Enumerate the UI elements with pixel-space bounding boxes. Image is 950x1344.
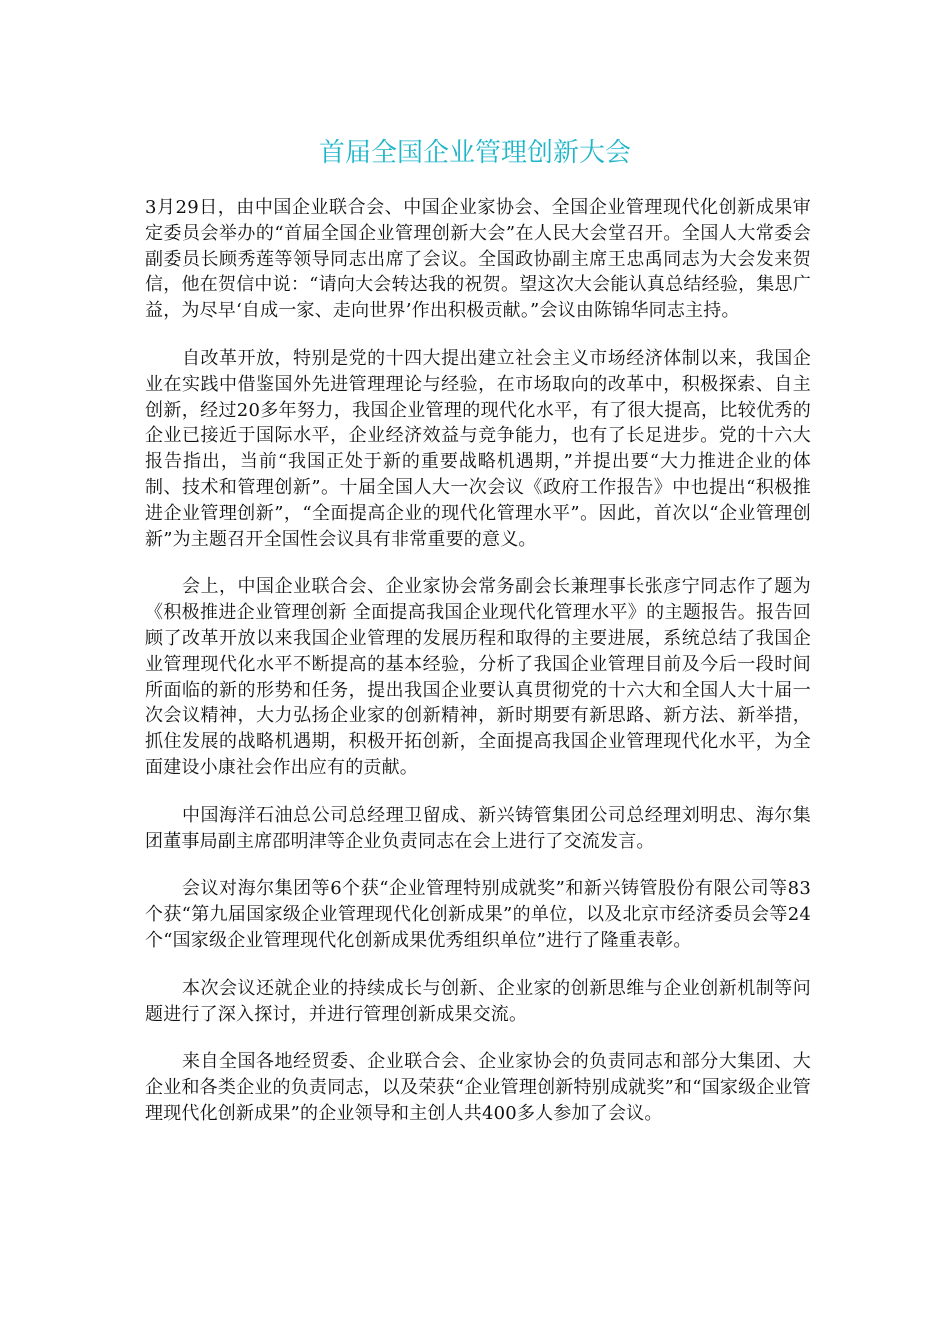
document-body <box>145 195 811 1149</box>
paragraph-6: 本次会议还就企业的持续成长与创新、企业家的创新思维与企业创新机制等问题进行了深入探讨，并进行管理创新成果交流。 <box>145 977 811 1025</box>
paragraph-1: 3月29日，由中国企业联合会、中国企业家协会、全国企业管理现代化创新成果审定委员会举办的“首届全国企业管理创新大会”在人民大会堂召开。全国人大常委会副委员长顾秀莲等领导同志出席了会议。全国政协副主席王忠禹同志为大会发来贺信，他在贺信中说：“请向大会转达我的祝贺。望这次大会能认真总结经验，集思广益，为尽早‘自成一家、走向世界’作出积极贡献。”会议由陈锦华同志主持。 <box>145 197 811 322</box>
paragraph-7: 来自全国各地经贸委、企业联合会、企业家协会的负责同志和部分大集团、大企业和各类企业的负责同志，以及荣获“企业管理创新特别成就奖”和“国家级企业管理现代化创新成果”的企业领导和主创人共400多人参加了会议。 <box>145 1051 811 1124</box>
paragraph-2: 自改革开放，特别是党的十四大提出建立社会主义市场经济体制以来，我国企业在实践中借鉴国外先进管理理论与经验，在市场取向的改革中，积极探索、自主创新，经过20多年努力，我国企业管理的现代化水平，有了很大提高，比较优秀的企业已接近于国际水平，企业经济效益与竞争能力，也有了长足进步。党的十六大报告指出，当前“我国正处于新的重要战略机遇期，”并提出要“大力推进企业的体制、技术和管理创新”。十届全国人大一次会议《政府工作报告》中也提出“积极推进企业管理创新”，“全面提高企业的现代化管理水平”。因此，首次以“企业管理创新”为主题召开全国性会议具有非常重要的意义。 <box>145 347 811 550</box>
paragraph-4: 中国海洋石油总公司总经理卫留成、新兴铸管集团公司总经理刘明忠、海尔集团董事局副主席邵明津等企业负责同志在会上进行了交流发言。 <box>145 804 811 852</box>
document-title: 首届全国企业管理创新大会 <box>318 138 631 168</box>
paragraph-3: 会上，中国企业联合会、企业家协会常务副会长兼理事长张彦宁同志作了题为《积极推进企业管理创新 全面提高我国企业现代化管理水平》的主题报告。报告回顾了改革开放以来我国企业管理的发展历程和取得的主要进展，系统总结了我国企业管理现代化水平不断提高的基本经验，分析了我国企业管理目前及今后一段时间所面临的新的形势和任务，提出我国企业要认真贯彻党的十六大和全国人大十届一次会议精神，大力弘扬企业家的创新精神，新时期要有新思路、新方法、新举措，抓住发展的战略机遇期，积极开拓创新，全面提高我国企业管理现代化水平，为全面建设小康社会作出应有的贡献。 <box>145 576 811 778</box>
paragraph-5: 会议对海尔集团等6个获“企业管理特别成就奖”和新兴铸管股份有限公司等83个获“第九届国家级企业管理现代化创新成果”的单位，以及北京市经济委员会等24个“国家级企业管理现代化创新成果优秀组织单位”进行了隆重表彰。 <box>145 878 811 951</box>
